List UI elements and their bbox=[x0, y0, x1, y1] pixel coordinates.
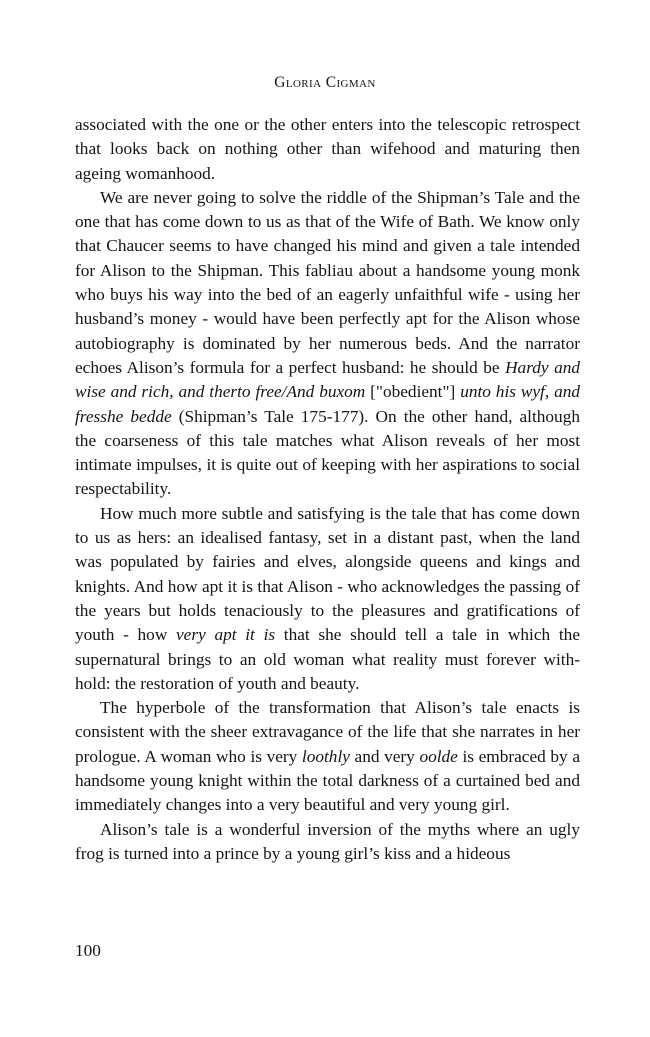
paragraph-2-text-3: (Shipman’s Tale 175-177). On the other hand, although the coarseness of this tale matches what Alison reveals of her most intimate impulses, it is quite out of keeping with her aspirations to social respectability. bbox=[75, 406, 580, 499]
page-number: 100 bbox=[75, 941, 101, 960]
paragraph-4-text-1: The hyperbole of the transformation that Alison’s tale enacts is consistent with the sheer extravagance of the life that she narrates in her prologue. A woman who is very bbox=[75, 698, 580, 766]
paragraph-3 bbox=[75, 502, 580, 696]
quotation-hardy-and-wise: Hardy and wise and rich, and therto free/And buxom bbox=[75, 357, 580, 402]
paragraph-4-text-3: is embraced by a handsome young knight within the total darkness of a curtained bed and immediately changes into a very beautiful and very young girl. bbox=[75, 746, 580, 815]
paragraph-2-text-2: ["obedient"] bbox=[365, 382, 461, 402]
running-head: Gloria Cigman bbox=[274, 74, 376, 91]
quotation-unto-his-wyf: unto his wyf, and fresshe bedde bbox=[75, 382, 580, 426]
emphasis-very-apt: very apt it is bbox=[176, 625, 276, 645]
paragraph-5: Alison’s tale is a wonderful inversion of the myths where an ugly frog is turned into a prince by a young girl’s kiss and a hideous bbox=[75, 819, 580, 863]
paragraph-3-text-2: that she should tell a tale in which the supernatural brings to an old woman what reality must forever with-hold: the restoration of youth and beauty. bbox=[75, 625, 580, 693]
body-text bbox=[75, 113, 580, 866]
paragraph-4-text-2: and very bbox=[349, 746, 420, 766]
paragraph-3-text-1: How much more subtle and satisfying is the tale that has come down to us as hers: an idealised fantasy, set in a distant past, when the land was populated by fairies and elves, alongside queens and kings and knights. And how apt it is that Alison - who acknowledges the passing of the years but holds tenaciously to the pleasures and gratifications of youth - how bbox=[75, 503, 580, 645]
paragraph-2-text-1: We are never going to solve the riddle of the Shipman’s Tale and the one that has come down to us as that of the Wife of Bath. We know only that Chaucer seems to have changed his mind and given a tale intended for Alison to the Shipman. This fabliau about a handsome young monk who buys his way into the bed of an eagerly unfaithful wife - using her husband’s money - would have been perfectly apt for the Alison whose autobiography is dominated by her numerous beds. And the narrator echoes Alison’s formula for a perfect husband: he should be bbox=[75, 187, 580, 377]
emphasis-loothly: loothly bbox=[301, 746, 350, 766]
paragraph-2 bbox=[75, 186, 580, 502]
paragraph-4 bbox=[75, 696, 580, 817]
paragraph-1: associated with the one or the other enters into the telescopic retrospect that looks back on nothing other than wifehood and maturing then ageing womanhood. bbox=[75, 115, 580, 183]
emphasis-oolde: oolde bbox=[419, 746, 458, 766]
